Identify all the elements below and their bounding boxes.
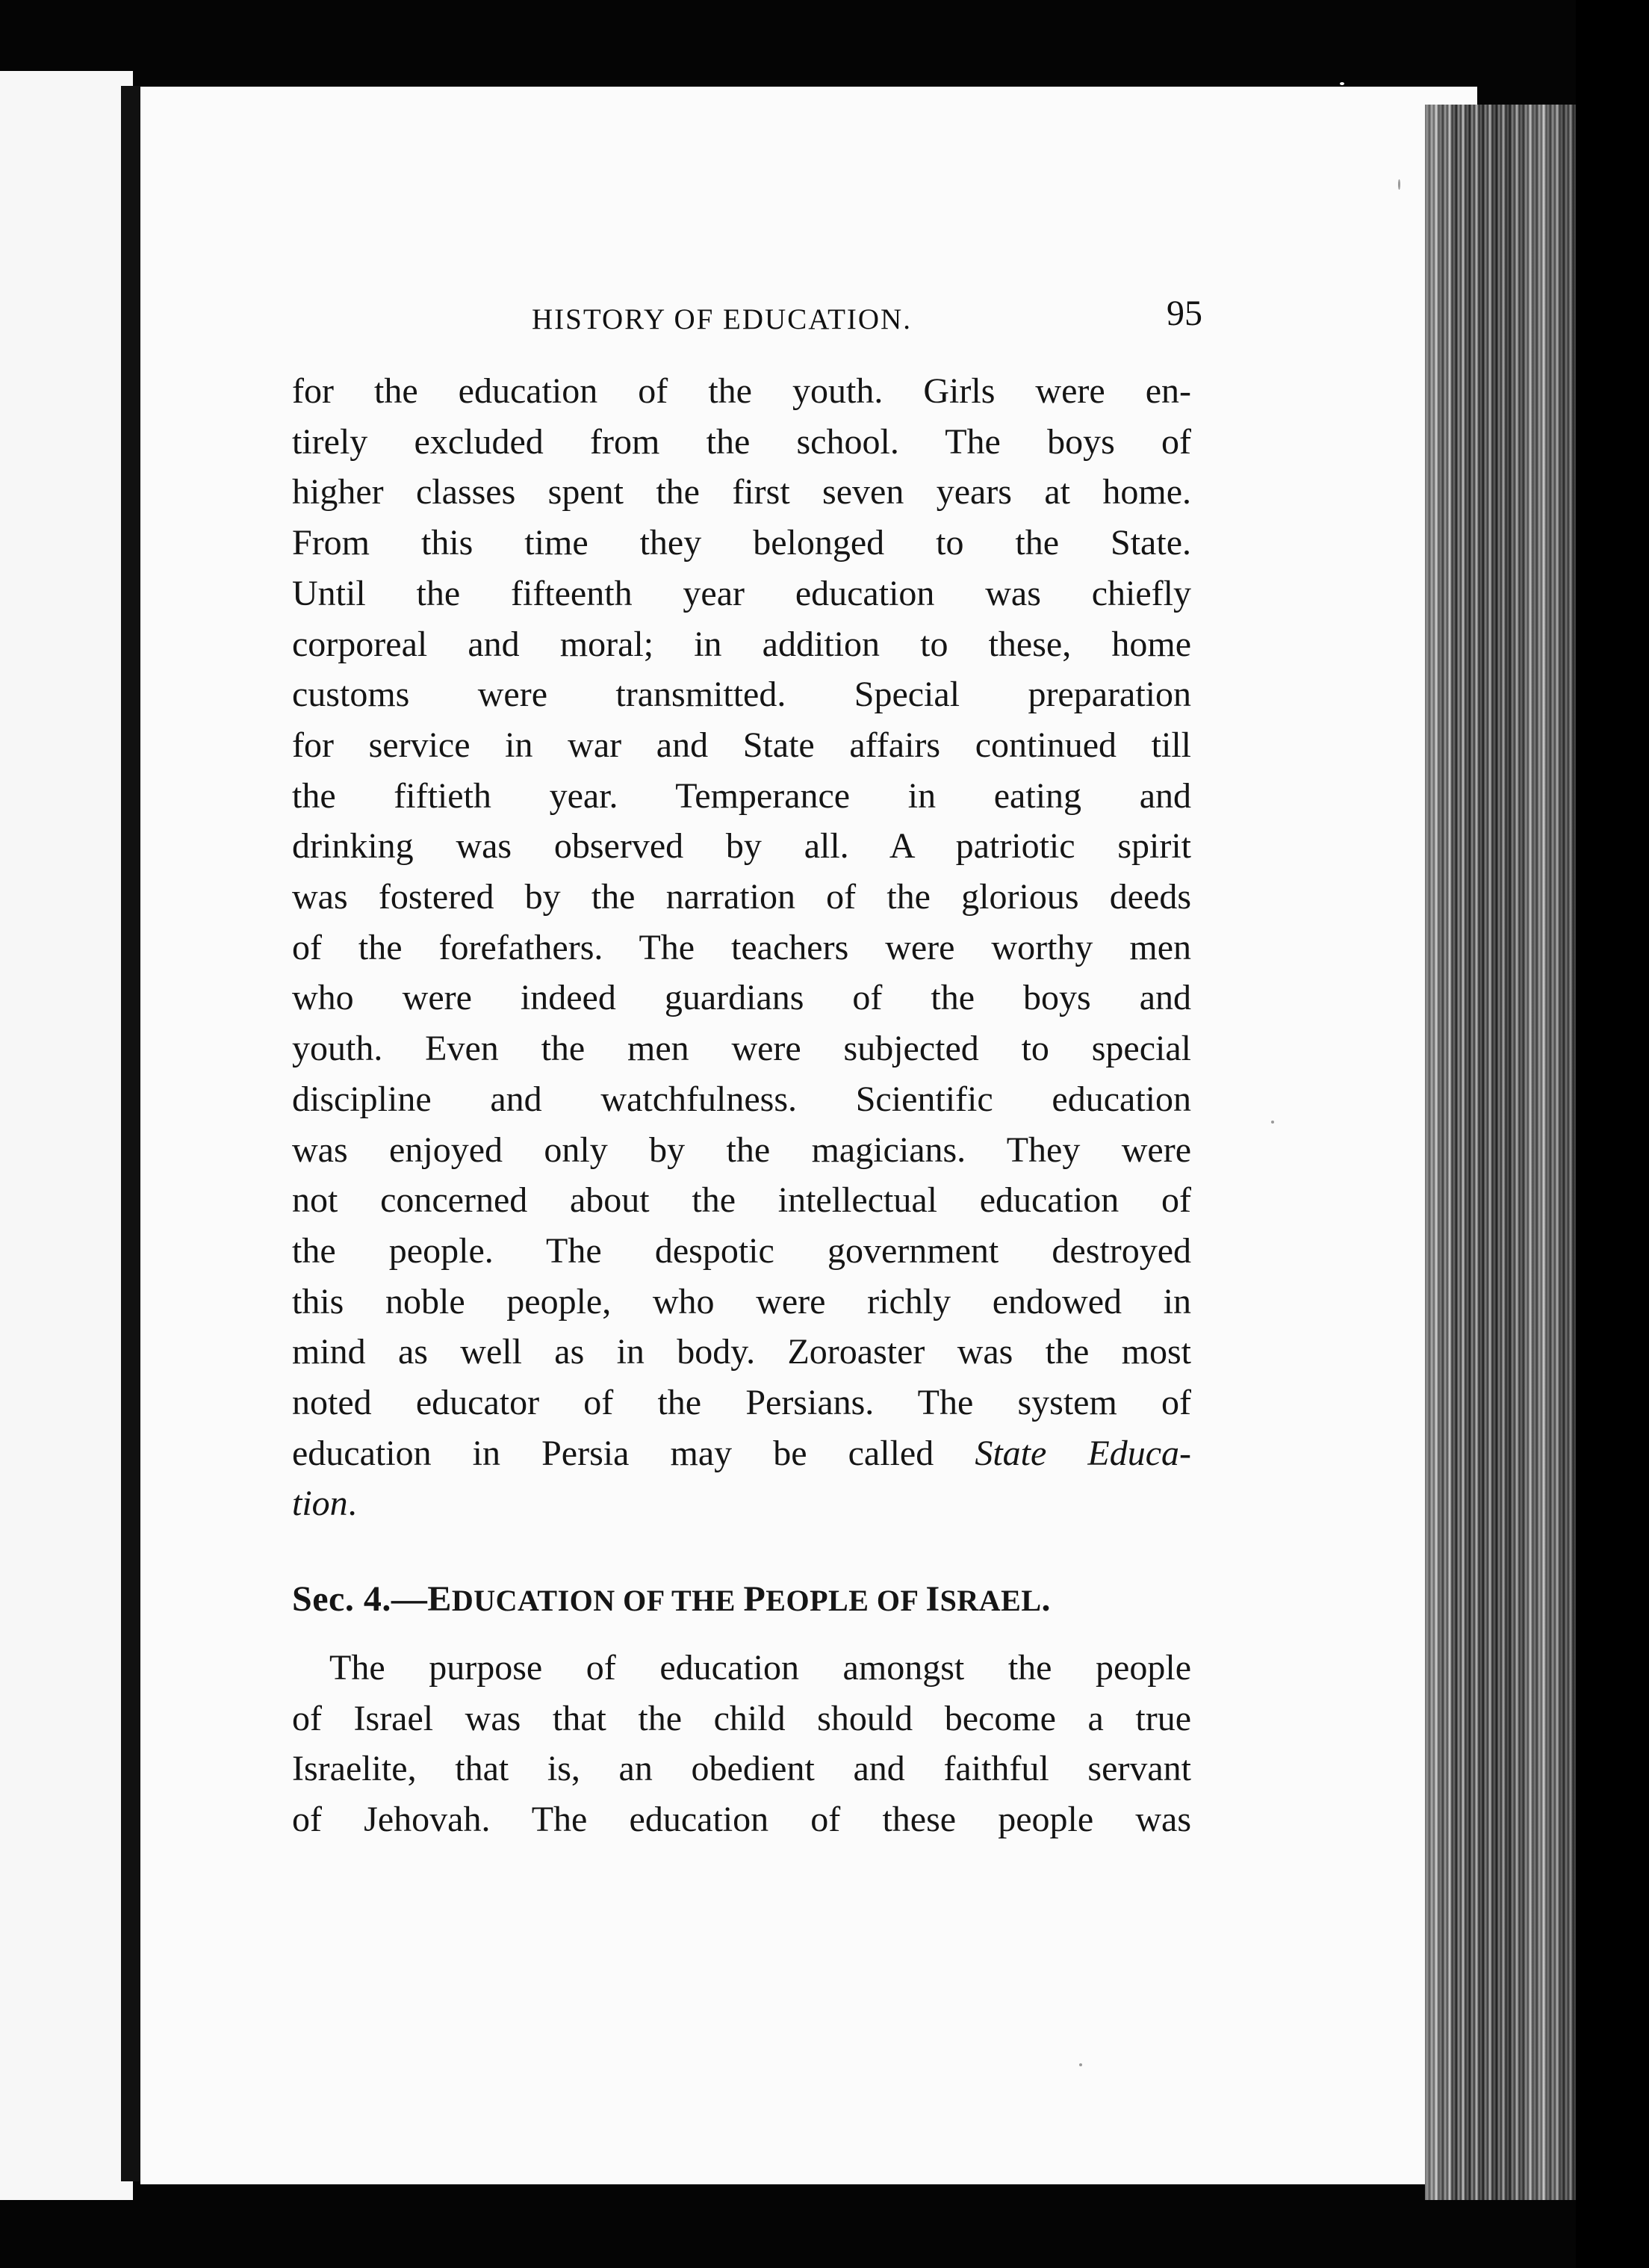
text-line: discipline and watchfulness. Scientific education bbox=[292, 1079, 1191, 1119]
text-line: corporeal and moral; in addition to these, home bbox=[292, 624, 1191, 664]
text-line: mind as well as in body. Zoroaster was the most bbox=[292, 1332, 1191, 1372]
text-line: customs were transmitted. Special preparation bbox=[292, 675, 1191, 715]
text-line: who were indeed guardians of the boys and bbox=[292, 978, 1191, 1018]
heading-part: E bbox=[427, 1579, 452, 1620]
text-line: Until the fifteenth year education was chiefly bbox=[292, 573, 1191, 613]
text-line: not concerned about the intellectual education of bbox=[292, 1180, 1191, 1221]
heading-part: EOPLE bbox=[766, 1584, 869, 1618]
text-line: of Israel was that the child should become a true bbox=[292, 1698, 1191, 1738]
heading-part: SRAEL bbox=[940, 1584, 1042, 1618]
section-heading bbox=[292, 1574, 1191, 1626]
text-line: this noble people, who were richly endowed in bbox=[292, 1281, 1191, 1322]
heading-part: . 4.— bbox=[344, 1579, 428, 1620]
page-number: 95 bbox=[1167, 294, 1202, 333]
text-line: Israelite, that is, an obedient and faithful servant bbox=[292, 1749, 1191, 1789]
text-line: tirely excluded from the school. The boys of bbox=[292, 421, 1191, 462]
text-line-paragraph-end bbox=[292, 1478, 1191, 1529]
text-segment: education in Persia may be called bbox=[292, 1433, 975, 1473]
heading-part: I bbox=[925, 1579, 940, 1620]
scan-speck bbox=[1079, 2063, 1082, 2066]
text-line-state-education bbox=[292, 1428, 1191, 1479]
text-line: of the forefathers. The teachers were worthy men bbox=[292, 927, 1191, 967]
scan-speck bbox=[1271, 1121, 1274, 1124]
scan-background bbox=[1576, 0, 1649, 2268]
heading-part: OF THE bbox=[615, 1584, 744, 1618]
italic-term-state-education: State Educa- bbox=[975, 1433, 1191, 1473]
facing-page-edge bbox=[0, 71, 133, 2200]
page-body bbox=[292, 366, 1191, 1845]
text-line: higher classes spent the first seven years at home. bbox=[292, 472, 1191, 512]
text-line: noted educator of the Persians. The system of bbox=[292, 1383, 1191, 1423]
text-line: for the education of the youth. Girls were en- bbox=[292, 371, 1191, 411]
text-line: of Jehovah. The education of these people was bbox=[292, 1799, 1191, 1839]
text-line: the people. The despotic government destroyed bbox=[292, 1230, 1191, 1271]
text-line: the fiftieth year. Temperance in eating and bbox=[292, 775, 1191, 816]
text-line: was enjoyed only by the magicians. They were bbox=[292, 1130, 1191, 1170]
text-line: From this time they belonged to the State. bbox=[292, 523, 1191, 563]
running-head bbox=[299, 285, 1202, 347]
scan-speck bbox=[1398, 179, 1400, 190]
heading-part: P bbox=[743, 1579, 766, 1620]
scan-speck bbox=[1340, 82, 1344, 85]
paragraph-israel-education bbox=[292, 1643, 1191, 1845]
text-line: youth. Even the men were subjected to special bbox=[292, 1029, 1191, 1069]
italic-term-continuation: tion bbox=[292, 1484, 348, 1524]
text-segment: . bbox=[347, 1484, 357, 1524]
paragraph-persian-education bbox=[292, 366, 1191, 1529]
heading-part: Sec bbox=[292, 1579, 345, 1620]
heading-part: OF bbox=[869, 1584, 926, 1618]
text-line: was fostered by the narration of the glorious deeds bbox=[292, 877, 1191, 917]
text-line: The purpose of education amongst the people bbox=[329, 1647, 1191, 1688]
text-line: drinking was observed by all. A patriotic spirit bbox=[292, 826, 1191, 867]
running-title: HISTORY OF EDUCATION. bbox=[532, 303, 912, 335]
page-edge-shading bbox=[1425, 105, 1576, 2200]
heading-part: DUCATION bbox=[451, 1584, 615, 1618]
binding-gutter bbox=[121, 86, 140, 2181]
text-line: for service in war and State affairs continued till bbox=[292, 725, 1191, 765]
heading-part: . bbox=[1041, 1579, 1052, 1620]
